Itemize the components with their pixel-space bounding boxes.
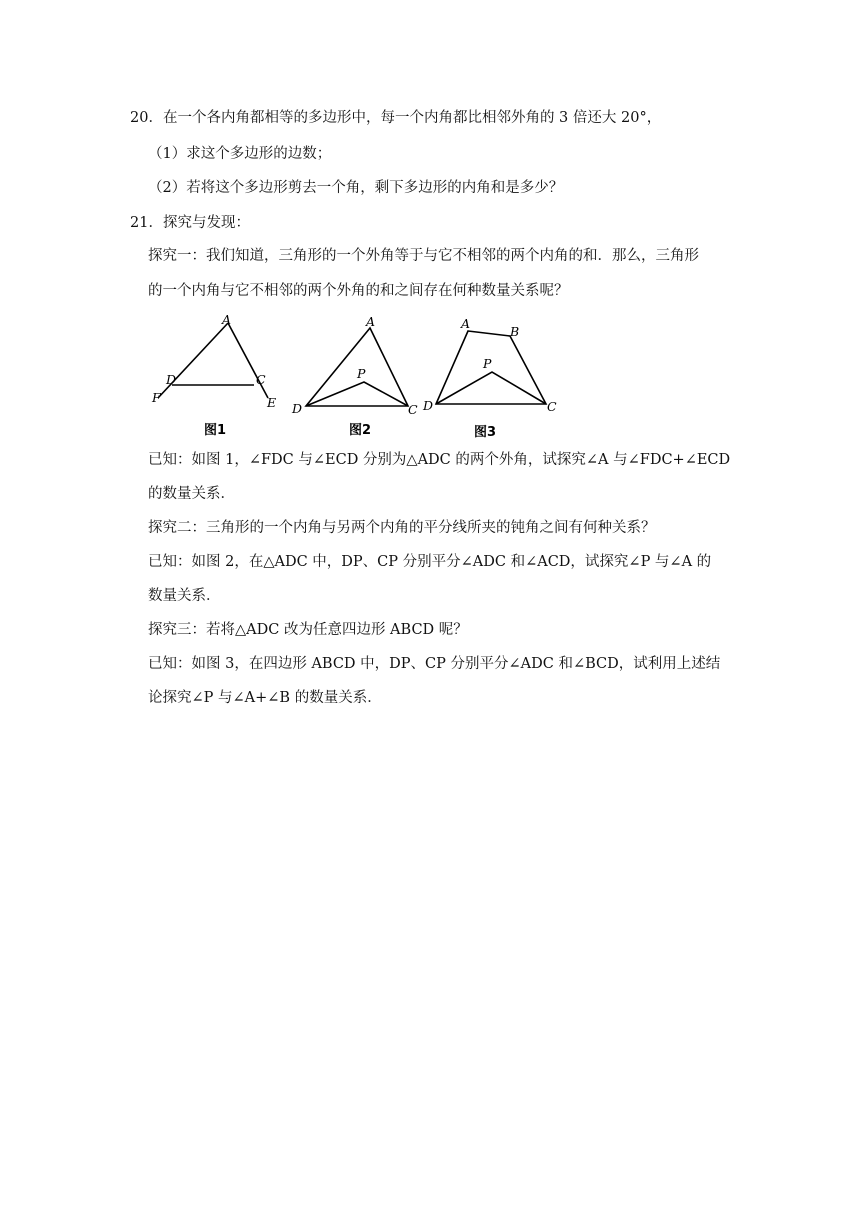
q20-part2: （2）若将这个多边形剪去一个角，剩下多边形的内角和是多少？ — [148, 180, 564, 196]
q21-explore1-line2: 的一个内角与它不相邻的两个外角的和之间存在何种数量关系呢？ — [148, 283, 569, 299]
fig1-label-F: F — [152, 390, 161, 405]
q21-explore2: 探究二：三角形的一个内角与另两个内角的平分线所夹的钝角之间有何种关系？ — [148, 520, 656, 536]
q20-stem: 20．在一个各内角都相等的多边形中，每一个内角都比相邻外角的 3 倍还大 20°， — [130, 110, 662, 126]
q21-known2-line1: 已知：如图 2，在△ADC 中，DP、CP 分别平分∠ADC 和∠ACD，试探究∠P 与∠A 的 — [148, 554, 712, 570]
fig3-label-C: C — [547, 399, 557, 414]
figures-row — [150, 310, 570, 442]
fig3-caption: 图3 — [474, 425, 497, 440]
fig3-bisectors-DP-CP — [436, 372, 546, 404]
fig2-label-D: D — [292, 401, 303, 416]
fig3-label-B: B — [510, 324, 520, 339]
fig2-label-A: A — [366, 314, 376, 329]
fig1-label-C: C — [256, 372, 266, 387]
fig2-bisectors-DP-CP — [306, 382, 408, 406]
fig2-label-C: C — [408, 402, 418, 417]
q21-explore3: 探究三：若将△ADC 改为任意四边形 ABCD 呢？ — [148, 622, 468, 638]
fig3-label-A: A — [461, 316, 471, 331]
fig1-label-A: A — [222, 312, 232, 327]
q21-known3-line2: 论探究∠P 与∠A+∠B 的数量关系． — [148, 690, 382, 706]
fig3-label-D: D — [423, 398, 434, 413]
fig1-label-D: D — [166, 372, 177, 387]
q21-title: 21．探究与发现： — [130, 215, 250, 231]
fig1-caption: 图1 — [204, 423, 227, 438]
q21-explore1-line1: 探究一：我们知道，三角形的一个外角等于与它不相邻的两个内角的和．那么，三角形 — [148, 248, 699, 264]
fig2-label-P: P — [357, 366, 366, 381]
q21-known1-line1: 已知：如图 1，∠FDC 与∠ECD 分别为△ADC 的两个外角，试探究∠A 与∠FDC+∠ECD — [148, 452, 731, 468]
fig2-caption: 图2 — [349, 423, 372, 438]
q21-known2-line2: 数量关系． — [148, 588, 221, 604]
q20-part1: （1）求这个多边形的边数； — [148, 146, 332, 162]
q21-known3-line1: 已知：如图 3，在四边形 ABCD 中，DP、CP 分别平分∠ADC 和∠BCD，试利用上述结 — [148, 656, 721, 672]
fig1-label-E: E — [267, 395, 277, 410]
geometry-figures — [150, 310, 570, 442]
q21-known1-line2: 的数量关系． — [148, 486, 235, 502]
fig3-label-P: P — [483, 356, 492, 371]
